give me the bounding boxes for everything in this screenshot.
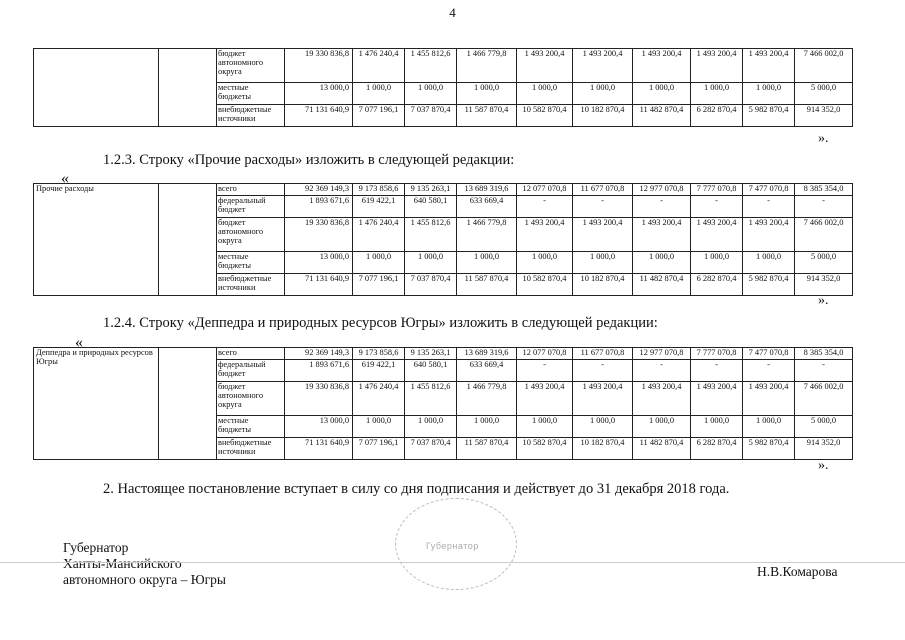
- amount-cell: 11 677 070,8: [573, 348, 633, 360]
- amount-cell: 914 352,0: [795, 274, 853, 296]
- table-budget-continuation: [33, 48, 853, 127]
- funding-source-label: бюджет автономного округа: [217, 218, 285, 252]
- amount-cell: 7 466 002,0: [795, 218, 853, 252]
- closing-quote-1: ».: [818, 131, 829, 146]
- amount-cell: 1 000,0: [633, 416, 691, 438]
- amount-cell: 1 000,0: [405, 83, 457, 105]
- amount-cell: 11 587 870,4: [457, 438, 517, 460]
- amount-cell: 7 037 870,4: [405, 438, 457, 460]
- row-group-name: Прочие расходы: [34, 184, 159, 296]
- amount-cell: 1 000,0: [743, 416, 795, 438]
- amount-cell: 13 000,0: [285, 416, 353, 438]
- amount-cell: 11 677 070,8: [573, 184, 633, 196]
- signature-block: [63, 540, 226, 588]
- amount-cell: 7 777 070,8: [691, 184, 743, 196]
- amount-cell: 1 493 200,4: [517, 49, 573, 83]
- amount-cell: 1 000,0: [573, 416, 633, 438]
- amount-cell: 1 476 240,4: [353, 382, 405, 416]
- amount-cell: 1 000,0: [573, 252, 633, 274]
- amount-cell: 92 369 149,3: [285, 348, 353, 360]
- funding-source-label: федеральный бюджет: [217, 196, 285, 218]
- amount-cell: 640 580,1: [405, 360, 457, 382]
- funding-source-label: местные бюджеты: [217, 252, 285, 274]
- amount-cell: 633 669,4: [457, 360, 517, 382]
- table-row: [34, 49, 853, 83]
- amount-cell: 1 493 200,4: [743, 382, 795, 416]
- signatory-name: Н.В.Комарова: [757, 564, 838, 579]
- amount-cell: 13 689 319,6: [457, 348, 517, 360]
- amount-cell: 1 000,0: [691, 252, 743, 274]
- opening-quote-3: «: [75, 334, 83, 351]
- row-group-name: Деппедра и природных ресурсов Югры: [34, 348, 159, 460]
- amount-cell: 9 135 263,1: [405, 184, 457, 196]
- amount-cell: 1 466 779,8: [457, 382, 517, 416]
- amount-cell: 1 000,0: [457, 416, 517, 438]
- amount-cell: 1 000,0: [573, 83, 633, 105]
- amount-cell: 12 077 070,8: [517, 184, 573, 196]
- amount-cell: 1 466 779,8: [457, 218, 517, 252]
- funding-source-label: всего: [217, 184, 285, 196]
- funding-source-label: бюджет автономного округа: [217, 382, 285, 416]
- amount-cell: 8 385 354,0: [795, 348, 853, 360]
- amount-cell: 71 131 640,9: [285, 105, 353, 127]
- amount-cell: 7 466 002,0: [795, 49, 853, 83]
- amount-cell: 1 000,0: [691, 416, 743, 438]
- amount-cell: 633 669,4: [457, 196, 517, 218]
- funding-source-label: всего: [217, 348, 285, 360]
- amount-cell: 1 000,0: [457, 252, 517, 274]
- amount-cell: -: [633, 360, 691, 382]
- funding-source-label: бюджет автономного округа: [217, 49, 285, 83]
- signatory-title-line1: Губернатор: [63, 540, 129, 555]
- amount-cell: 7 037 870,4: [405, 105, 457, 127]
- amount-cell: 1 493 200,4: [743, 218, 795, 252]
- closing-quote-3: ».: [818, 458, 829, 473]
- amount-cell: 19 330 836,8: [285, 218, 353, 252]
- amount-cell: 1 493 200,4: [633, 218, 691, 252]
- amount-cell: 1 000,0: [517, 416, 573, 438]
- amount-cell: 5 000,0: [795, 416, 853, 438]
- amount-cell: -: [517, 360, 573, 382]
- amount-cell: 12 977 070,8: [633, 184, 691, 196]
- amount-cell: 8 385 354,0: [795, 184, 853, 196]
- amount-cell: 1 493 200,4: [573, 218, 633, 252]
- amount-cell: -: [795, 360, 853, 382]
- amount-cell: 9 173 858,6: [353, 184, 405, 196]
- amount-cell: 5 000,0: [795, 83, 853, 105]
- amount-cell: 11 482 870,4: [633, 438, 691, 460]
- seal-text: Губернатор: [426, 541, 479, 551]
- amount-cell: 1 000,0: [353, 83, 405, 105]
- amount-cell: 1 493 200,4: [691, 49, 743, 83]
- row-group-name: [34, 49, 159, 127]
- amount-cell: 1 000,0: [743, 252, 795, 274]
- amount-cell: 1 000,0: [691, 83, 743, 105]
- signatory-title-line3: автономного округа – Югры: [63, 572, 226, 587]
- table-row: [34, 348, 853, 360]
- funding-source-label: внебюджетные источники: [217, 105, 285, 127]
- amount-cell: 12 977 070,8: [633, 348, 691, 360]
- amount-cell: 13 000,0: [285, 83, 353, 105]
- amount-cell: 1 493 200,4: [573, 49, 633, 83]
- official-seal: [395, 498, 517, 590]
- amount-cell: 5 982 870,4: [743, 438, 795, 460]
- funding-source-label: местные бюджеты: [217, 83, 285, 105]
- amount-cell: 92 369 149,3: [285, 184, 353, 196]
- section-2-effective-date: 2. Настоящее постановление вступает в силу со дня подписания и действует до 31 декабря 2018 года.: [103, 481, 730, 497]
- funding-source-label: федеральный бюджет: [217, 360, 285, 382]
- opening-quote-2: «: [61, 170, 69, 187]
- signatory-title-line2: Ханты-Мансийского: [63, 556, 182, 571]
- amount-cell: 1 000,0: [457, 83, 517, 105]
- empty-column-cell: [159, 49, 217, 127]
- amount-cell: 19 330 836,8: [285, 49, 353, 83]
- amount-cell: 19 330 836,8: [285, 382, 353, 416]
- section-1-2-3-heading: 1.2.3. Строку «Прочие расходы» изложить в следующей редакции:: [103, 152, 515, 168]
- amount-cell: 7 077 196,1: [353, 274, 405, 296]
- amount-cell: -: [573, 196, 633, 218]
- amount-cell: 6 282 870,4: [691, 438, 743, 460]
- amount-cell: 10 582 870,4: [517, 274, 573, 296]
- amount-cell: 1 493 200,4: [517, 218, 573, 252]
- amount-cell: 9 135 263,1: [405, 348, 457, 360]
- amount-cell: 1 455 812,6: [405, 49, 457, 83]
- amount-cell: 10 182 870,4: [573, 274, 633, 296]
- amount-cell: 1 493 200,4: [691, 382, 743, 416]
- amount-cell: 640 580,1: [405, 196, 457, 218]
- amount-cell: 7 037 870,4: [405, 274, 457, 296]
- amount-cell: 10 182 870,4: [573, 105, 633, 127]
- table-depnedra: [33, 347, 853, 460]
- amount-cell: 1 493 200,4: [517, 382, 573, 416]
- table-row: [34, 184, 853, 196]
- amount-cell: 1 493 200,4: [691, 218, 743, 252]
- amount-cell: 7 777 070,8: [691, 348, 743, 360]
- section-1-2-4-heading: 1.2.4. Строку «Деппедра и природных ресурсов Югры» изложить в следующей редакции:: [103, 315, 658, 331]
- amount-cell: 1 000,0: [353, 252, 405, 274]
- amount-cell: 914 352,0: [795, 105, 853, 127]
- amount-cell: 7 077 196,1: [353, 438, 405, 460]
- amount-cell: 1 893 671,6: [285, 196, 353, 218]
- scan-artifact-line: [0, 562, 905, 563]
- amount-cell: 13 000,0: [285, 252, 353, 274]
- amount-cell: 5 000,0: [795, 252, 853, 274]
- funding-source-label: местные бюджеты: [217, 416, 285, 438]
- amount-cell: -: [573, 360, 633, 382]
- amount-cell: 6 282 870,4: [691, 274, 743, 296]
- amount-cell: 11 587 870,4: [457, 274, 517, 296]
- amount-cell: -: [743, 196, 795, 218]
- amount-cell: 1 493 200,4: [633, 382, 691, 416]
- amount-cell: -: [691, 196, 743, 218]
- amount-cell: 7 477 070,8: [743, 184, 795, 196]
- amount-cell: 619 422,1: [353, 360, 405, 382]
- amount-cell: 1 493 200,4: [633, 49, 691, 83]
- amount-cell: -: [795, 196, 853, 218]
- page-number: 4: [449, 5, 456, 20]
- amount-cell: 71 131 640,9: [285, 438, 353, 460]
- amount-cell: 1 000,0: [633, 252, 691, 274]
- amount-cell: 10 582 870,4: [517, 105, 573, 127]
- amount-cell: 1 000,0: [743, 83, 795, 105]
- amount-cell: 1 455 812,6: [405, 218, 457, 252]
- amount-cell: 11 482 870,4: [633, 274, 691, 296]
- amount-cell: 1 000,0: [405, 252, 457, 274]
- amount-cell: -: [517, 196, 573, 218]
- amount-cell: -: [633, 196, 691, 218]
- funding-source-label: внебюджетные источники: [217, 438, 285, 460]
- amount-cell: 71 131 640,9: [285, 274, 353, 296]
- amount-cell: 9 173 858,6: [353, 348, 405, 360]
- empty-column-cell: [159, 348, 217, 460]
- amount-cell: 5 982 870,4: [743, 105, 795, 127]
- amount-cell: 13 689 319,6: [457, 184, 517, 196]
- amount-cell: 1 000,0: [405, 416, 457, 438]
- amount-cell: 7 477 070,8: [743, 348, 795, 360]
- amount-cell: 1 000,0: [353, 416, 405, 438]
- amount-cell: 10 182 870,4: [573, 438, 633, 460]
- amount-cell: 10 582 870,4: [517, 438, 573, 460]
- amount-cell: 1 000,0: [633, 83, 691, 105]
- empty-column-cell: [159, 184, 217, 296]
- amount-cell: 1 493 200,4: [573, 382, 633, 416]
- amount-cell: 11 482 870,4: [633, 105, 691, 127]
- amount-cell: -: [743, 360, 795, 382]
- amount-cell: -: [691, 360, 743, 382]
- amount-cell: 1 000,0: [517, 252, 573, 274]
- amount-cell: 1 476 240,4: [353, 49, 405, 83]
- amount-cell: 1 476 240,4: [353, 218, 405, 252]
- amount-cell: 12 077 070,8: [517, 348, 573, 360]
- amount-cell: 7 466 002,0: [795, 382, 853, 416]
- amount-cell: 1 000,0: [517, 83, 573, 105]
- amount-cell: 5 982 870,4: [743, 274, 795, 296]
- amount-cell: 1 455 812,6: [405, 382, 457, 416]
- amount-cell: 1 893 671,6: [285, 360, 353, 382]
- amount-cell: 6 282 870,4: [691, 105, 743, 127]
- amount-cell: 1 493 200,4: [743, 49, 795, 83]
- closing-quote-2: ».: [818, 293, 829, 308]
- amount-cell: 619 422,1: [353, 196, 405, 218]
- amount-cell: 914 352,0: [795, 438, 853, 460]
- funding-source-label: внебюджетные источники: [217, 274, 285, 296]
- table-other-expenses: [33, 183, 853, 296]
- amount-cell: 1 466 779,8: [457, 49, 517, 83]
- amount-cell: 11 587 870,4: [457, 105, 517, 127]
- amount-cell: 7 077 196,1: [353, 105, 405, 127]
